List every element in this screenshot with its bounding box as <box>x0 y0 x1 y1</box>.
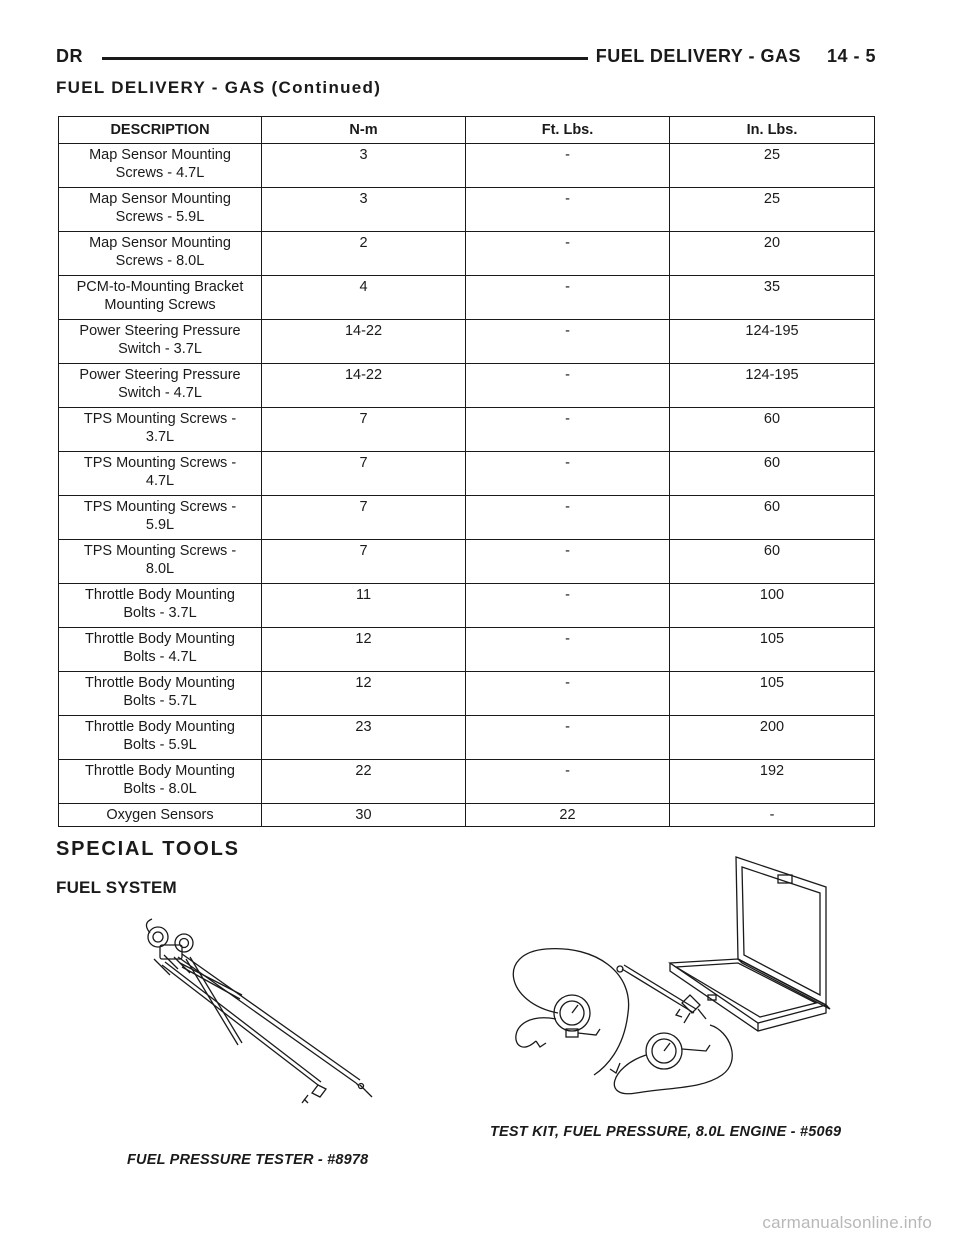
table-row <box>59 584 875 628</box>
cell-ft-lbs: - <box>466 144 670 188</box>
cell-in-lbs: 60 <box>670 452 875 496</box>
cell-in-lbs: 35 <box>670 276 875 320</box>
cell-description: Power Steering Pressure Switch - 3.7L <box>59 320 262 364</box>
column-header-description: DESCRIPTION <box>59 117 262 144</box>
header-model-code: DR <box>56 46 83 66</box>
cell-description: TPS Mounting Screws - 4.7L <box>59 452 262 496</box>
table-row <box>59 320 875 364</box>
cell-nm: 7 <box>262 452 466 496</box>
fuel-pressure-test-kit-icon <box>506 853 866 1098</box>
cell-nm: 7 <box>262 408 466 452</box>
cell-description: Throttle Body Mounting Bolts - 5.9L <box>59 716 262 760</box>
cell-in-lbs: 192 <box>670 760 875 804</box>
cell-ft-lbs: - <box>466 672 670 716</box>
cell-ft-lbs: - <box>466 276 670 320</box>
cell-ft-lbs: - <box>466 540 670 584</box>
cell-in-lbs: 200 <box>670 716 875 760</box>
cell-in-lbs: 100 <box>670 584 875 628</box>
cell-description: Map Sensor Mounting Screws - 5.9L <box>59 188 262 232</box>
cell-description: Oxygen Sensors <box>59 804 262 827</box>
header-right <box>596 46 876 67</box>
table-row <box>59 364 875 408</box>
cell-ft-lbs: - <box>466 584 670 628</box>
cell-description: Throttle Body Mounting Bolts - 5.7L <box>59 672 262 716</box>
cell-description: Throttle Body Mounting Bolts - 3.7L <box>59 584 262 628</box>
cell-in-lbs: 124-195 <box>670 320 875 364</box>
cell-nm: 11 <box>262 584 466 628</box>
cell-ft-lbs: - <box>466 452 670 496</box>
cell-ft-lbs: - <box>466 496 670 540</box>
cell-nm: 30 <box>262 804 466 827</box>
table-row <box>59 804 875 827</box>
table-row <box>59 452 875 496</box>
cell-in-lbs: 60 <box>670 408 875 452</box>
cell-description: TPS Mounting Screws - 5.9L <box>59 496 262 540</box>
cell-in-lbs: 60 <box>670 540 875 584</box>
fuel-pressure-tester-icon <box>120 915 380 1140</box>
cell-nm: 12 <box>262 672 466 716</box>
cell-nm: 4 <box>262 276 466 320</box>
table-row <box>59 232 875 276</box>
test-kit-caption: TEST KIT, FUEL PRESSURE, 8.0L ENGINE - #5069 <box>490 1124 842 1140</box>
cell-description: PCM-to-Mounting Bracket Mounting Screws <box>59 276 262 320</box>
cell-ft-lbs: - <box>466 408 670 452</box>
column-header-nm: N-m <box>262 117 466 144</box>
cell-nm: 14-22 <box>262 364 466 408</box>
cell-nm: 3 <box>262 188 466 232</box>
header-rule <box>102 57 588 60</box>
cell-in-lbs: 105 <box>670 628 875 672</box>
cell-nm: 14-22 <box>262 320 466 364</box>
cell-ft-lbs: - <box>466 232 670 276</box>
cell-ft-lbs: - <box>466 628 670 672</box>
cell-nm: 7 <box>262 496 466 540</box>
table-header-row <box>59 117 875 144</box>
cell-description: Map Sensor Mounting Screws - 8.0L <box>59 232 262 276</box>
table-row <box>59 188 875 232</box>
continued-title: FUEL DELIVERY - GAS (Continued) <box>56 78 382 97</box>
special-tools-title: SPECIAL TOOLS <box>56 838 240 860</box>
cell-in-lbs: 20 <box>670 232 875 276</box>
cell-description: Power Steering Pressure Switch - 4.7L <box>59 364 262 408</box>
cell-description: Throttle Body Mounting Bolts - 8.0L <box>59 760 262 804</box>
tester-caption: FUEL PRESSURE TESTER - #8978 <box>127 1152 369 1168</box>
torque-spec-table <box>58 116 875 827</box>
torque-table-body <box>59 144 875 827</box>
cell-nm: 12 <box>262 628 466 672</box>
table-row <box>59 716 875 760</box>
table-row <box>59 496 875 540</box>
column-header-in-lbs: In. Lbs. <box>670 117 875 144</box>
fuel-system-title: FUEL SYSTEM <box>56 878 177 897</box>
cell-description: Throttle Body Mounting Bolts - 4.7L <box>59 628 262 672</box>
table-row <box>59 672 875 716</box>
cell-in-lbs: 25 <box>670 188 875 232</box>
table-row <box>59 628 875 672</box>
cell-description: TPS Mounting Screws - 8.0L <box>59 540 262 584</box>
cell-in-lbs: 105 <box>670 672 875 716</box>
cell-nm: 22 <box>262 760 466 804</box>
cell-ft-lbs: - <box>466 716 670 760</box>
table-row <box>59 144 875 188</box>
cell-nm: 23 <box>262 716 466 760</box>
cell-nm: 7 <box>262 540 466 584</box>
watermark: carmanualsonline.info <box>762 1213 932 1232</box>
cell-in-lbs: 60 <box>670 496 875 540</box>
cell-ft-lbs: - <box>466 364 670 408</box>
table-row <box>59 760 875 804</box>
cell-ft-lbs: - <box>466 188 670 232</box>
cell-ft-lbs: - <box>466 320 670 364</box>
cell-in-lbs: - <box>670 804 875 827</box>
cell-in-lbs: 124-195 <box>670 364 875 408</box>
cell-in-lbs: 25 <box>670 144 875 188</box>
cell-nm: 2 <box>262 232 466 276</box>
cell-nm: 3 <box>262 144 466 188</box>
cell-description: Map Sensor Mounting Screws - 4.7L <box>59 144 262 188</box>
table-row <box>59 408 875 452</box>
header-section-title: FUEL DELIVERY - GAS <box>595 46 801 66</box>
cell-ft-lbs: 22 <box>466 804 670 827</box>
cell-description: TPS Mounting Screws - 3.7L <box>59 408 262 452</box>
column-header-ft-lbs: Ft. Lbs. <box>466 117 670 144</box>
table-row <box>59 276 875 320</box>
header-page-number: 14 - 5 <box>826 46 876 66</box>
table-row <box>59 540 875 584</box>
cell-ft-lbs: - <box>466 760 670 804</box>
